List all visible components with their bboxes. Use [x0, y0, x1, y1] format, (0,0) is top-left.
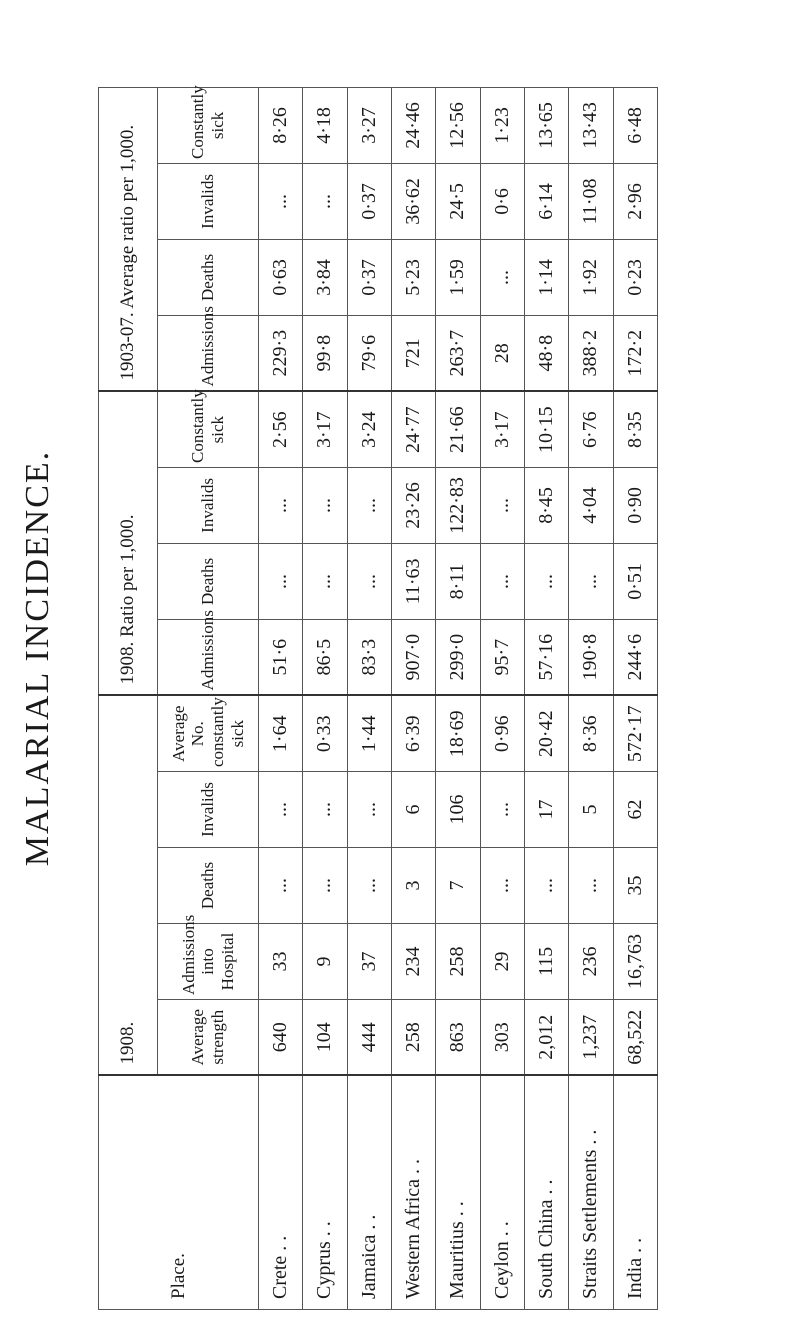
col-admissions-into-hospital: Admissions into Hospital — [158, 924, 259, 1000]
value-cell: 0·63 — [259, 239, 303, 315]
value-cell: 3·27 — [347, 87, 391, 163]
value-cell: 11·08 — [569, 163, 613, 239]
group-header-row — [99, 87, 158, 1309]
place-header: Place. — [99, 1076, 259, 1310]
value-cell: 907·0 — [391, 619, 435, 695]
value-cell: 18·69 — [436, 695, 480, 771]
value-cell: ... — [303, 543, 347, 619]
value-cell: 2·96 — [613, 163, 657, 239]
col-ratio-invalids: Invalids — [158, 467, 259, 543]
value-cell: 37 — [347, 924, 391, 1000]
value-cell: 572·17 — [613, 695, 657, 771]
place-cell: Cyprus . . — [303, 1076, 347, 1310]
rotated-table-frame — [98, 85, 658, 1310]
place-cell: Western Africa . . — [391, 1076, 435, 1310]
value-cell: 234 — [391, 924, 435, 1000]
value-cell: 51·6 — [259, 619, 303, 695]
value-cell: 9 — [303, 924, 347, 1000]
value-cell: 8·45 — [524, 467, 568, 543]
value-cell: 28 — [480, 315, 524, 391]
value-cell: ... — [259, 467, 303, 543]
value-cell: 20·42 — [524, 695, 568, 771]
value-cell: 263·7 — [436, 315, 480, 391]
value-cell: 1·64 — [259, 695, 303, 771]
value-cell: 863 — [436, 1000, 480, 1076]
table-row — [569, 87, 613, 1309]
col-invalids: Invalids — [158, 772, 259, 848]
value-cell: 17 — [524, 772, 568, 848]
table-row — [259, 87, 303, 1309]
value-cell: ... — [480, 239, 524, 315]
value-cell: 1·92 — [569, 239, 613, 315]
value-cell: 13·43 — [569, 87, 613, 163]
value-cell: 172·2 — [613, 315, 657, 391]
value-cell: 6·39 — [391, 695, 435, 771]
place-cell: India . . — [613, 1076, 657, 1310]
value-cell: 6·48 — [613, 87, 657, 163]
value-cell: 299·0 — [436, 619, 480, 695]
value-cell: 16,763 — [613, 924, 657, 1000]
value-cell: 388·2 — [569, 315, 613, 391]
value-cell: 24·46 — [391, 87, 435, 163]
value-cell: 1·44 — [347, 695, 391, 771]
place-cell: Ceylon . . — [480, 1076, 524, 1310]
value-cell: 8·26 — [259, 87, 303, 163]
table-row — [391, 87, 435, 1309]
value-cell: ... — [259, 543, 303, 619]
group-header-1908-ratio: 1908. Ratio per 1,000. — [99, 391, 158, 695]
col-avg-admissions: Admissions — [158, 315, 259, 391]
value-cell: 21·66 — [436, 391, 480, 467]
value-cell: ... — [347, 848, 391, 924]
value-cell: 24·77 — [391, 391, 435, 467]
value-cell: 4·18 — [303, 87, 347, 163]
value-cell: ... — [524, 543, 568, 619]
value-cell: ... — [347, 467, 391, 543]
value-cell: 2·56 — [259, 391, 303, 467]
value-cell: 115 — [524, 924, 568, 1000]
value-cell: 0·33 — [303, 695, 347, 771]
table-row — [480, 87, 524, 1309]
value-cell: 0·23 — [613, 239, 657, 315]
value-cell: 7 — [436, 848, 480, 924]
value-cell: 4·04 — [569, 467, 613, 543]
value-cell: 36·62 — [391, 163, 435, 239]
value-cell: 0·96 — [480, 695, 524, 771]
value-cell: 29 — [480, 924, 524, 1000]
value-cell: 303 — [480, 1000, 524, 1076]
value-cell: ... — [259, 848, 303, 924]
table-row — [436, 87, 480, 1309]
value-cell: 57·16 — [524, 619, 568, 695]
value-cell: 99·8 — [303, 315, 347, 391]
page-heading-text: MALARIAL INCIDENCE. — [19, 449, 56, 867]
value-cell: 721 — [391, 315, 435, 391]
value-cell: 258 — [391, 1000, 435, 1076]
group-header-1908: 1908. — [99, 695, 158, 1075]
value-cell: ... — [303, 848, 347, 924]
value-cell: 12·56 — [436, 87, 480, 163]
col-avg-constantly-sick: Constantly sick — [158, 87, 259, 163]
value-cell: 244·6 — [613, 619, 657, 695]
value-cell: ... — [303, 163, 347, 239]
malarial-incidence-table — [98, 87, 658, 1310]
value-cell: 8·35 — [613, 391, 657, 467]
value-cell: ... — [480, 848, 524, 924]
value-cell: 62 — [613, 772, 657, 848]
place-cell: Crete . . — [259, 1076, 303, 1310]
col-avg-deaths: Deaths — [158, 239, 259, 315]
value-cell: 8·36 — [569, 695, 613, 771]
value-cell: ... — [569, 848, 613, 924]
value-cell: 86·5 — [303, 619, 347, 695]
place-cell: Straits Settlements . . — [569, 1076, 613, 1310]
value-cell: 35 — [613, 848, 657, 924]
value-cell: 190·8 — [569, 619, 613, 695]
col-average-strength: Average strength — [158, 1000, 259, 1076]
table-body — [259, 87, 658, 1309]
value-cell: ... — [480, 543, 524, 619]
value-cell: 1·14 — [524, 239, 568, 315]
value-cell: ... — [259, 772, 303, 848]
value-cell: 5·23 — [391, 239, 435, 315]
value-cell: ... — [303, 467, 347, 543]
col-average-constantly-sick: Average No. constantly sick — [158, 695, 259, 771]
value-cell: 33 — [259, 924, 303, 1000]
value-cell: 23·26 — [391, 467, 435, 543]
value-cell: 83·3 — [347, 619, 391, 695]
value-cell: 48·8 — [524, 315, 568, 391]
group-header-1903-07-average: 1903-07. Average ratio per 1,000. — [99, 87, 158, 391]
value-cell: 13·65 — [524, 87, 568, 163]
value-cell: 258 — [436, 924, 480, 1000]
value-cell: 68,522 — [613, 1000, 657, 1076]
value-cell: 3·84 — [303, 239, 347, 315]
col-deaths: Deaths — [158, 848, 259, 924]
value-cell: 5 — [569, 772, 613, 848]
value-cell: 6·14 — [524, 163, 568, 239]
value-cell: 0·90 — [613, 467, 657, 543]
value-cell: ... — [259, 163, 303, 239]
value-cell: 1·59 — [436, 239, 480, 315]
value-cell: 0·37 — [347, 239, 391, 315]
table-row — [524, 87, 568, 1309]
value-cell: 236 — [569, 924, 613, 1000]
col-avg-invalids: Invalids — [158, 163, 259, 239]
value-cell: ... — [480, 772, 524, 848]
value-cell: ... — [347, 543, 391, 619]
value-cell: 122·83 — [436, 467, 480, 543]
value-cell: 24·5 — [436, 163, 480, 239]
value-cell: 1·23 — [480, 87, 524, 163]
rotated-table-inner — [98, 85, 658, 1310]
value-cell: 95·7 — [480, 619, 524, 695]
value-cell: 2,012 — [524, 1000, 568, 1076]
value-cell: 11·63 — [391, 543, 435, 619]
value-cell: 104 — [303, 1000, 347, 1076]
value-cell: ... — [524, 848, 568, 924]
value-cell: 1,237 — [569, 1000, 613, 1076]
value-cell: 79·6 — [347, 315, 391, 391]
place-cell: Mauritius . . — [436, 1076, 480, 1310]
value-cell: 0·37 — [347, 163, 391, 239]
value-cell: 229·3 — [259, 315, 303, 391]
col-ratio-admissions: Admissions — [158, 619, 259, 695]
place-cell: Jamaica . . — [347, 1076, 391, 1310]
value-cell: 3·24 — [347, 391, 391, 467]
value-cell: 3 — [391, 848, 435, 924]
value-cell: 106 — [436, 772, 480, 848]
value-cell: ... — [569, 543, 613, 619]
value-cell: 0·6 — [480, 163, 524, 239]
value-cell: 3·17 — [480, 391, 524, 467]
value-cell: ... — [347, 772, 391, 848]
value-cell: ... — [303, 772, 347, 848]
place-cell: South China . . — [524, 1076, 568, 1310]
value-cell: 640 — [259, 1000, 303, 1076]
table-row — [303, 87, 347, 1309]
value-cell: 3·17 — [303, 391, 347, 467]
value-cell: 8·11 — [436, 543, 480, 619]
value-cell: 0·51 — [613, 543, 657, 619]
value-cell: ... — [480, 467, 524, 543]
value-cell: 444 — [347, 1000, 391, 1076]
page-heading — [10, 8, 66, 1308]
table-row — [347, 87, 391, 1309]
col-ratio-deaths: Deaths — [158, 543, 259, 619]
col-ratio-constantly-sick: Constantly sick — [158, 391, 259, 467]
value-cell: 10·15 — [524, 391, 568, 467]
value-cell: 6·76 — [569, 391, 613, 467]
value-cell: 6 — [391, 772, 435, 848]
table-row — [613, 87, 657, 1309]
